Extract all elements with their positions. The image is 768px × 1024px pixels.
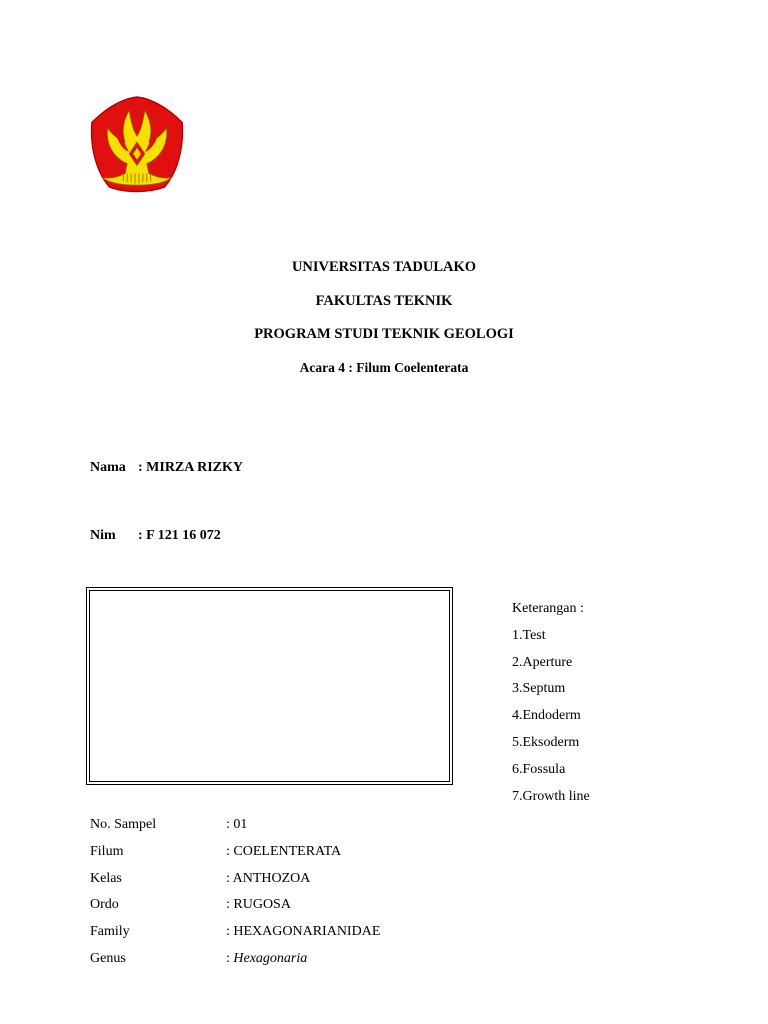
family-label: Family xyxy=(90,924,130,940)
kelas-label: Kelas xyxy=(90,870,122,886)
sample-label: No. Sampel xyxy=(90,817,157,832)
legend-item: 7.Growth line xyxy=(512,788,590,804)
kelas-value: : ANTHOZOA xyxy=(226,870,311,886)
student-name-row xyxy=(90,459,243,477)
legend-item: 5.Eksoderm xyxy=(512,734,580,750)
filum-label: Filum xyxy=(90,843,124,859)
nim-label: Nim xyxy=(90,528,116,543)
legend-item: 2.Aperture xyxy=(512,654,573,670)
legend-item: 4.Endoderm xyxy=(512,708,581,724)
ordo-label: Ordo xyxy=(90,897,119,913)
name-label: Nama xyxy=(90,460,126,475)
genus-value: Hexagonaria xyxy=(233,950,308,966)
genus-label: Genus xyxy=(90,950,126,966)
faculty-title: FAKULTAS TEKNIK xyxy=(315,293,453,309)
program-title: PROGRAM STUDI TEKNIK GEOLOGI xyxy=(254,326,514,342)
nim-value: : F 121 16 072 xyxy=(138,528,221,543)
genus-value-prefix: : xyxy=(226,950,234,966)
legend-item: 1.Test xyxy=(512,627,546,643)
specimen-row-family xyxy=(90,922,380,949)
event-title: Acara 4 : Filum Coelenterata xyxy=(299,360,469,375)
sample-value: : 01 xyxy=(226,817,248,832)
university-logo-icon xyxy=(88,95,186,193)
specimen-table xyxy=(90,815,380,976)
legend xyxy=(512,596,590,810)
legend-item: 3.Septum xyxy=(512,681,566,697)
family-value: : HEXAGONARIANIDAE xyxy=(226,924,381,940)
specimen-row-sample xyxy=(90,815,380,842)
legend-item: 6.Fossula xyxy=(512,761,566,777)
figure-placeholder-box xyxy=(89,590,450,782)
legend-title: Keterangan : xyxy=(512,601,584,616)
student-nim-row xyxy=(90,527,221,545)
name-value: : MIRZA RIZKY xyxy=(138,460,244,475)
ordo-value: : RUGOSA xyxy=(226,897,291,913)
specimen-row-filum xyxy=(90,842,380,869)
specimen-row-genus xyxy=(90,949,380,976)
specimen-row-ordo xyxy=(90,895,380,922)
filum-value: : COELENTERATA xyxy=(226,843,342,859)
specimen-row-kelas xyxy=(90,869,380,896)
university-title: UNIVERSITAS TADULAKO xyxy=(291,259,477,275)
